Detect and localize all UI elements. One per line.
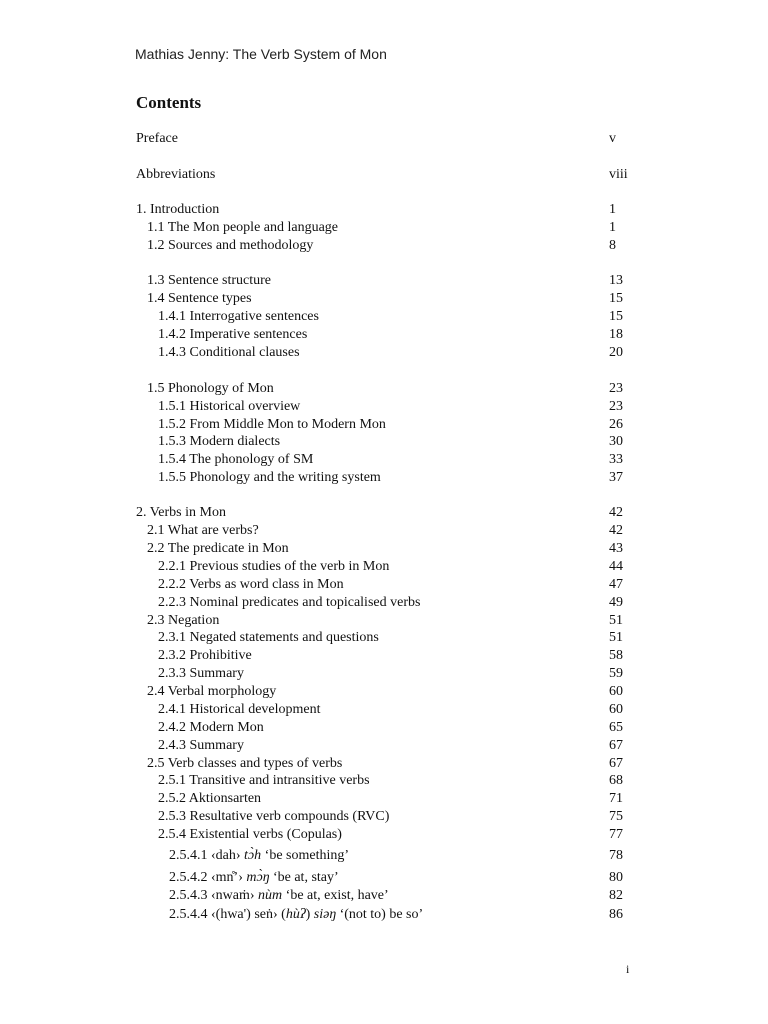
toc-label: 1.5.3 Modern dialects xyxy=(158,434,281,449)
page-title: Contents xyxy=(136,93,202,112)
toc-label: 2.4.1 Historical development xyxy=(158,702,321,717)
toc-label: 2.4 Verbal morphology xyxy=(147,684,277,699)
toc-page: 58 xyxy=(609,648,623,663)
toc-label-part: 2.5.4.3 ‹nwaṁ› xyxy=(169,888,259,903)
toc-label: 1. Introduction xyxy=(136,202,220,217)
toc-page: 86 xyxy=(609,907,623,922)
toc-label: 2. Verbs in Mon xyxy=(136,505,226,520)
toc-label: 1.4.2 Imperative sentences xyxy=(158,327,308,342)
toc-label xyxy=(169,847,349,865)
toc-label: 2.3.3 Summary xyxy=(158,666,244,681)
toc-page: 51 xyxy=(609,630,623,645)
toc-entry xyxy=(136,219,636,237)
toc-label: 2.5.3 Resultative verb compounds (RVC) xyxy=(158,809,390,824)
toc-page: 67 xyxy=(609,756,623,771)
toc-label: 2.1 What are verbs? xyxy=(147,523,259,538)
toc-label: 2.3.2 Prohibitive xyxy=(158,648,252,663)
toc-entry xyxy=(136,522,636,540)
toc-page: viii xyxy=(609,167,628,182)
toc-page: 15 xyxy=(609,291,623,306)
toc-entry xyxy=(136,629,636,647)
toc-page: 47 xyxy=(609,577,623,592)
toc-label xyxy=(169,887,389,905)
toc-entry xyxy=(136,416,636,434)
toc-label: 2.5.2 Aktionsarten xyxy=(158,791,262,806)
toc-entry xyxy=(136,808,636,826)
toc-entry xyxy=(136,201,636,219)
toc-label: 1.1 The Mon people and language xyxy=(147,220,339,235)
toc-page: 26 xyxy=(609,417,623,432)
toc-page: 59 xyxy=(609,666,623,681)
toc-label: 2.2.2 Verbs as word class in Mon xyxy=(158,577,344,592)
toc-label-italic: mɔ̀ŋ xyxy=(246,870,270,885)
toc-page: 67 xyxy=(609,738,623,753)
toc-label-italic: nùm xyxy=(258,888,283,903)
toc-entry xyxy=(136,755,636,773)
toc-label: 1.4.1 Interrogative sentences xyxy=(158,309,319,324)
toc-label-part: ) xyxy=(305,907,314,922)
toc-entry xyxy=(136,290,636,308)
toc-page: 13 xyxy=(609,273,623,288)
toc-label: 1.5 Phonology of Mon xyxy=(147,381,274,396)
toc-label-part: ‘be at, stay’ xyxy=(269,870,339,885)
toc-entry xyxy=(136,790,636,808)
toc-label: Preface xyxy=(136,131,178,146)
toc-page: 23 xyxy=(609,381,623,396)
running-header: Mathias Jenny: The Verb System of Mon xyxy=(135,46,387,62)
toc-entry xyxy=(136,906,636,924)
toc-entry xyxy=(136,737,636,755)
toc-entry xyxy=(136,558,636,576)
toc-page: 78 xyxy=(609,848,623,863)
toc-entry-abbreviations xyxy=(136,166,636,184)
toc-page: 77 xyxy=(609,827,623,842)
toc-page: 60 xyxy=(609,684,623,699)
toc-page: 51 xyxy=(609,613,623,628)
toc-page: v xyxy=(609,131,616,146)
toc-entry xyxy=(136,451,636,469)
toc-entry xyxy=(136,308,636,326)
toc-label: 1.3 Sentence structure xyxy=(147,273,272,288)
toc-label: 1.5.5 Phonology and the writing system xyxy=(158,470,381,485)
toc-label xyxy=(169,869,339,887)
toc-entry xyxy=(136,887,636,905)
toc-entry xyxy=(136,647,636,665)
toc-entry xyxy=(136,326,636,344)
toc-label-part: 2.5.4.1 ‹dah› xyxy=(169,848,245,863)
toc-entry xyxy=(136,683,636,701)
toc-label: 1.4 Sentence types xyxy=(147,291,252,306)
toc-page: 37 xyxy=(609,470,623,485)
toc-entry xyxy=(136,594,636,612)
toc-page: 68 xyxy=(609,773,623,788)
toc-entry xyxy=(136,398,636,416)
toc-page: 33 xyxy=(609,452,623,467)
toc-label-part: 2.5.4.4 ‹(hwa') seṅ› ( xyxy=(169,907,286,922)
toc-label-part: ‘be at, exist, have’ xyxy=(282,888,389,903)
toc-entry xyxy=(136,272,636,290)
toc-entry xyxy=(136,847,636,865)
toc-page: 82 xyxy=(609,888,623,903)
toc-entry xyxy=(136,380,636,398)
toc-entry xyxy=(136,772,636,790)
toc-label: 2.5 Verb classes and types of verbs xyxy=(147,756,343,771)
toc-label-part: 2.5.4.2 ‹mn̊ʼ› xyxy=(169,870,247,885)
toc-page: 80 xyxy=(609,870,623,885)
toc-label: 2.3 Negation xyxy=(147,613,220,628)
toc-label: 1.5.2 From Middle Mon to Modern Mon xyxy=(158,417,386,432)
toc-page: 65 xyxy=(609,720,623,735)
toc-page: 43 xyxy=(609,541,623,556)
toc-entry xyxy=(136,701,636,719)
toc-page: 44 xyxy=(609,559,623,574)
toc-page: 42 xyxy=(609,523,623,538)
toc-page: 1 xyxy=(609,202,616,217)
toc-entry xyxy=(136,344,636,362)
toc-page: 71 xyxy=(609,791,623,806)
toc-label: 1.5.1 Historical overview xyxy=(158,399,301,414)
toc-label: 1.2 Sources and methodology xyxy=(147,238,314,253)
toc-page: 8 xyxy=(609,238,616,253)
toc-entry xyxy=(136,826,636,844)
toc-label-italic: hùʔ xyxy=(285,907,306,922)
toc-label: 2.5.4 Existential verbs (Copulas) xyxy=(158,827,342,842)
toc-label: 1.4.3 Conditional clauses xyxy=(158,345,300,360)
toc-page: 75 xyxy=(609,809,623,824)
toc-entry xyxy=(136,719,636,737)
toc-label: 1.5.4 The phonology of SM xyxy=(158,452,314,467)
toc-label-italic: tɔ̀h xyxy=(244,848,262,863)
toc-label: 2.3.1 Negated statements and questions xyxy=(158,630,379,645)
toc-label: 2.4.3 Summary xyxy=(158,738,244,753)
toc-entry xyxy=(136,504,636,522)
toc-entry xyxy=(136,665,636,683)
toc-page: 49 xyxy=(609,595,623,610)
toc-entry xyxy=(136,433,636,451)
toc-entry xyxy=(136,576,636,594)
toc-label-part: ‘(not to) be so’ xyxy=(336,907,424,922)
toc-label-italic: siəŋ xyxy=(313,907,337,922)
page-number: i xyxy=(626,962,630,976)
toc-page: 20 xyxy=(609,345,623,360)
toc-page: 42 xyxy=(609,505,623,520)
toc-page: 23 xyxy=(609,399,623,414)
toc-label-part: ‘be something’ xyxy=(261,848,350,863)
toc-entry xyxy=(136,540,636,558)
toc-entry-preface xyxy=(136,130,636,148)
toc-entry xyxy=(136,469,636,487)
toc-page: 1 xyxy=(609,220,616,235)
toc-label: 2.2 The predicate in Mon xyxy=(147,541,289,556)
toc-label: 2.2.1 Previous studies of the verb in Mon xyxy=(158,559,390,574)
toc-label: 2.4.2 Modern Mon xyxy=(158,720,264,735)
toc-page: 30 xyxy=(609,434,623,449)
toc-page: 18 xyxy=(609,327,623,342)
toc-page: 60 xyxy=(609,702,623,717)
toc-label: Abbreviations xyxy=(136,167,216,182)
toc-label: 2.2.3 Nominal predicates and topicalised verbs xyxy=(158,595,421,610)
toc-entry xyxy=(136,612,636,630)
toc-page: 15 xyxy=(609,309,623,324)
toc-label xyxy=(169,906,423,924)
toc-label: 2.5.1 Transitive and intransitive verbs xyxy=(158,773,370,788)
toc-entry xyxy=(136,237,636,255)
toc-entry xyxy=(136,869,636,887)
